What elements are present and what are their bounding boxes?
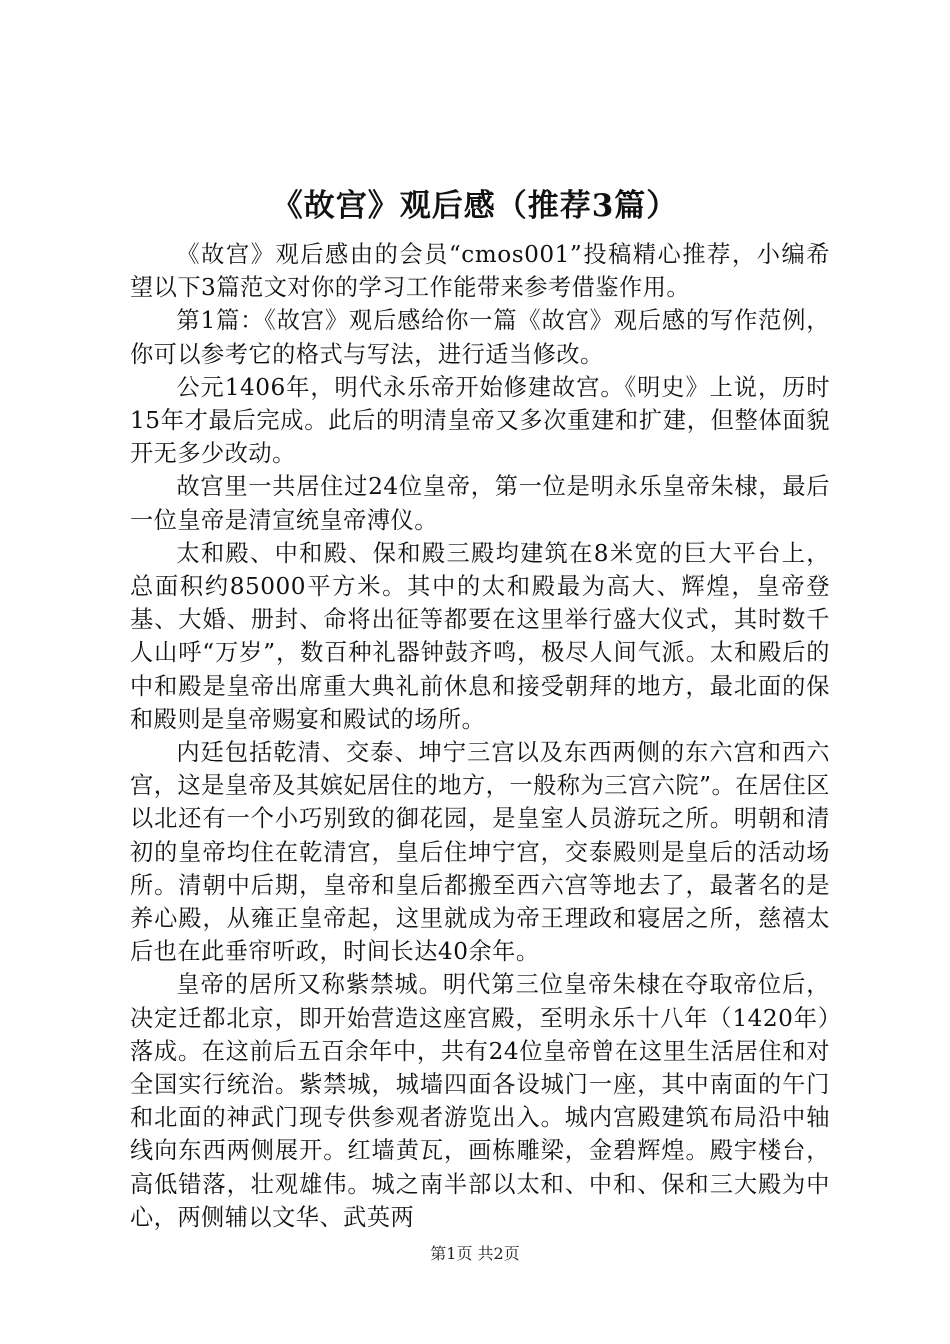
- paragraph-three-halls: 太和殿、中和殿、保和殿三殿均建筑在8米宽的巨大平台上，总面积约85000平方米。其中的太和殿最为高大、辉煌，皇帝登基、大婚、册封、命将出征等都要在这里举行盛大仪式，其时数千人山呼“万岁”，数百种礼器钟鼓齐鸣，极尽人间气派。太和殿后的中和殿是皇帝出席重大典礼前休息和接受朝拜的地方，最北面的保和殿则是皇帝赐宴和殿试的场所。: [130, 539, 830, 733]
- paragraph-intro: 《故宫》观后感由的会员“cmos001”投稿精心推荐，小编希望以下3篇范文对你的学习工作能带来参考借鉴作用。: [130, 241, 830, 302]
- paragraph-part1-heading: 第1篇：《故宫》观后感给你一篇《故宫》观后感的写作范例，你可以参考它的格式与写法，进行适当修改。: [130, 307, 830, 368]
- paragraph-emperors: 故宫里一共居住过24位皇帝，第一位是明永乐皇帝朱棣，最后一位皇帝是清宣统皇帝溥仪。: [130, 473, 830, 534]
- paragraph-construction: 公元1406年，明代永乐帝开始修建故宫。《明史》上说，历时15年才最后完成。此后的明清皇帝又多次重建和扩建，但整体面貌开无多少改动。: [130, 373, 830, 468]
- paragraph-inner-court: 内廷包括乾清、交泰、坤宁三宫以及东西两侧的东六宫和西六宫，这是皇帝及其嫔妃居住的地方，一般称为三宫六院”。在居住区以北还有一个小巧别致的御花园，是皇室人员游玩之所。明朝和清初的皇帝均住在乾清宫，皇后住坤宁宫，交泰殿则是皇后的活动场所。清朝中后期，皇帝和皇后都搬至西六宫等地去了，最著名的是养心殿，从雍正皇帝起，这里就成为帝王理政和寝居之所，慈禧太后也在此垂帘听政，时间长达40余年。: [130, 739, 830, 966]
- page-footer: 第1页 共2页: [430, 1244, 520, 1263]
- document-title: 《故宫》观后感（推荐3篇）: [271, 188, 679, 224]
- document-body: [130, 238, 830, 1234]
- paragraph-forbidden-city: 皇帝的居所又称紫禁城。明代第三位皇帝朱棣在夺取帝位后，决定迁都北京，即开始营造这座宫殿，至明永乐十八年（1420年）落成。在这前后五百余年中，共有24位皇帝曾在这里生活居住和对全国实行统治。紫禁城，城墙四面各设城门一座，其中南面的午门和北面的神武门现专供参观者游览出入。城内宫殿建筑布局沿中轴线向东西两侧展开。红墙黄瓦，画栋雕梁，金碧辉煌。殿宇楼台，高低错落，壮观雄伟。城之南半部以太和、中和、保和三大殿为中心，两侧辅以文华、武英两: [130, 971, 830, 1231]
